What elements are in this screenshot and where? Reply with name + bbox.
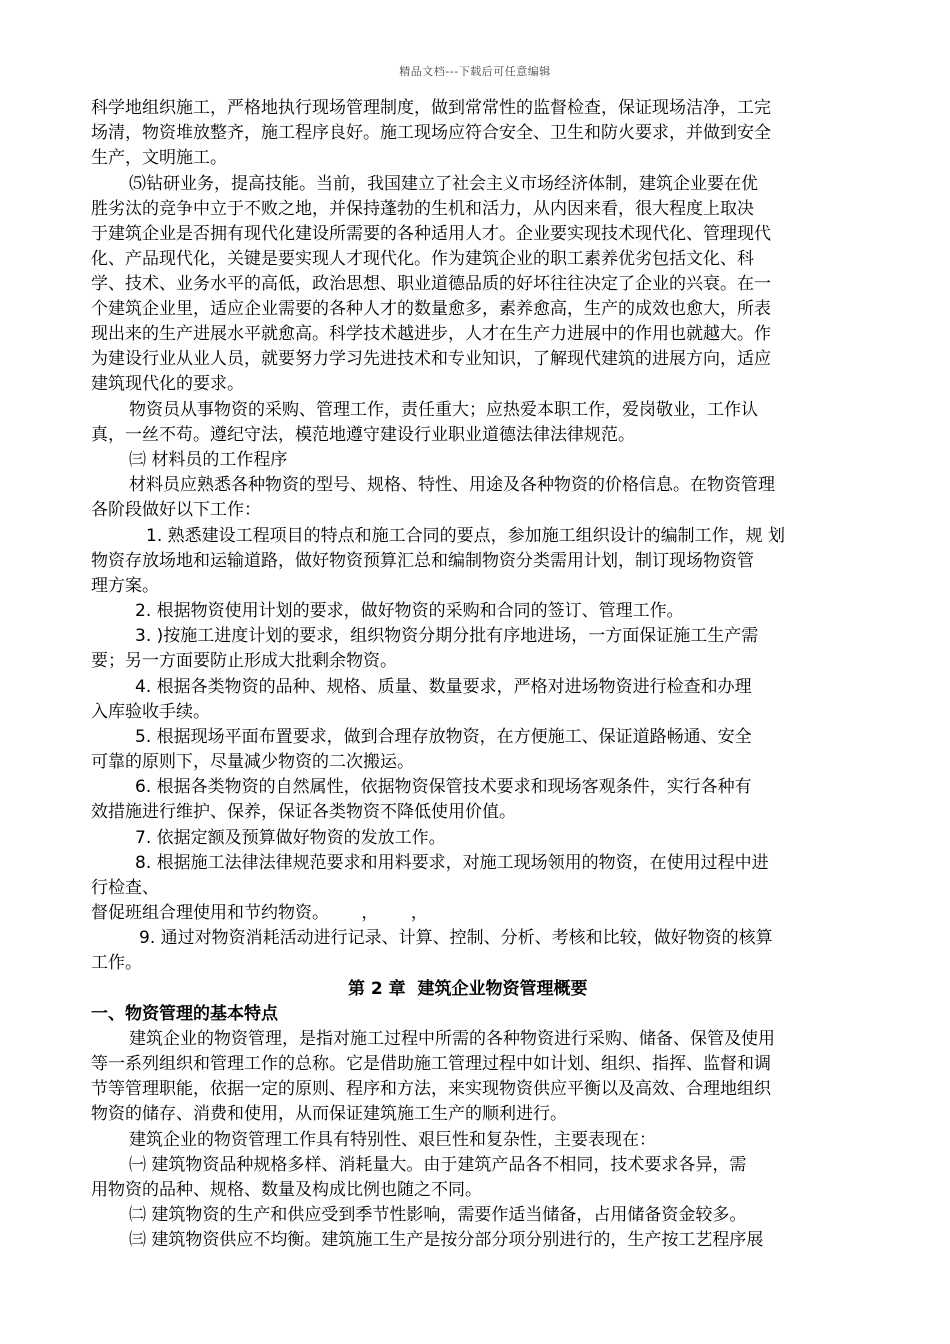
heading-line: 一、物资管理的基本特点 bbox=[91, 1004, 278, 1024]
text-line: 物资员从事物资的采购、管理工作，责任重大；应热爱本职工作，爱岗敬业，工作认 bbox=[129, 400, 758, 420]
text-line: 5. 根据现场平面布置要求，做到合理存放物资，在方便施工、保证道路畅通、安全 bbox=[135, 727, 752, 747]
text-line: 生产，文明施工。 bbox=[91, 148, 227, 168]
text-line: 6. 根据各类物资的自然属性，依据物资保管技术要求和现场客观条件，实行各种有 bbox=[135, 777, 752, 797]
text-line: 可靠的原则下，尽量减少物资的二次搬运。 bbox=[91, 752, 414, 772]
text-line: 8. 根据施工法律法律规范要求和用料要求，对施工现场领用的物资，在使用过程中进 bbox=[135, 853, 769, 873]
text-line: 胜劣汰的竞争中立于不败之地，并保持蓬勃的生机和活力，从内因来看，很大程度上取决 bbox=[91, 199, 754, 219]
text-line: 真，一丝不苟。遵纪守法，模范地遵守建设行业职业道德法律法律规范。 bbox=[91, 425, 635, 445]
text-line: 化、产品现代化，关键是要实现人才现代化。作为建筑企业的职工素养优劣包括文化、科 bbox=[91, 249, 754, 269]
text-line: 学、技术、业务水平的高低，政治思想、职业道德品质的好坏往往决定了企业的兴衰。在一 bbox=[91, 274, 771, 294]
text-line: ㈢ 材料员的工作程序 bbox=[129, 450, 288, 470]
text-line: ㈡ 建筑物资的生产和供应受到季节性影响，需要作适当储备，占用储备资金较多。 bbox=[129, 1205, 747, 1225]
text-line: 7. 依据定额及预算做好物资的发放工作。 bbox=[135, 828, 446, 848]
text-line: 2. 根据物资使用计划的要求，做好物资的采购和合同的签订、管理工作。 bbox=[135, 601, 684, 621]
text-line: 建筑企业的物资管理，是指对施工过程中所需的各种物资进行采购、储备、保管及使用 bbox=[129, 1029, 775, 1049]
text-line: 工作。 bbox=[91, 953, 142, 973]
text-line: 要；另一方面要防止形成大批剩余物资。 bbox=[91, 651, 397, 671]
text-line: 理方案。 bbox=[91, 576, 159, 596]
text-line: 现出来的生产进展水平就愈高。科学技术越进步，人才在生产力进展中的作用也就越大。作 bbox=[91, 324, 771, 344]
text-line: 等一系列组织和管理工作的总称。它是借助施工管理过程中如计划、组织、指挥、监督和调 bbox=[91, 1054, 771, 1074]
text-line: 9. 通过对物资消耗活动进行记录、计算、控制、分析、考核和比较，做好物资的核算 bbox=[139, 928, 773, 948]
text-line: ㈢ 建筑物资供应不均衡。建筑施工生产是按分部分项分别进行的，生产按工艺程序展 bbox=[129, 1230, 764, 1250]
text-line: 用物资的品种、规格、数量及构成比例也随之不同。 bbox=[91, 1180, 482, 1200]
text-line: 行检查、 bbox=[91, 878, 159, 898]
text-line: 场清，物资堆放整齐，施工程序良好。施工现场应符合安全、卫生和防火要求，并做到安全 bbox=[91, 123, 771, 143]
text-line: 为建设行业从业人员，就要努力学习先进技术和专业知识，了解现代建筑的进展方向，适应 bbox=[91, 349, 771, 369]
text-line: 物资的储存、消费和使用，从而保证建筑施工生产的顺利进行。 bbox=[91, 1104, 567, 1124]
text-line: 3. )按施工进度计划的要求，组织物资分期分批有序地进场，一方面保证施工生产需 bbox=[135, 626, 759, 646]
text-line: 效措施进行维护、保养，保证各类物资不降低使用价值。 bbox=[91, 802, 516, 822]
text-line: 材料员应熟悉各种物资的型号、规格、特性、用途及各种物资的价格信息。在物资管理 bbox=[129, 475, 775, 495]
text-line: 建筑企业的物资管理工作具有特别性、艰巨性和复杂性，主要表现在： bbox=[129, 1130, 656, 1150]
heading-line: 第 2 章 建筑企业物资管理概要 bbox=[348, 979, 588, 999]
text-line: 于建筑企业是否拥有现代化建设所需要的各种适用人才。企业要实现技术现代化、管理现代 bbox=[91, 224, 771, 244]
text-line: ⑸钻研业务，提高技能。当前，我国建立了社会主义市场经济体制，建筑企业要在优 bbox=[129, 174, 758, 194]
text-line: 节等管理职能，依据一定的原则、程序和方法，来实现物资供应平衡以及高效、合理地组织 bbox=[91, 1079, 771, 1099]
text-line: ㈠ 建筑物资品种规格多样、消耗量大。由于建筑产品各不相同，技术要求各异，需 bbox=[129, 1155, 747, 1175]
text-line: 入库验收手续。 bbox=[91, 702, 210, 722]
text-line: 个建筑企业里，适应企业需要的各种人才的数量愈多，素养愈高，生产的成效也愈大，所表 bbox=[91, 299, 771, 319]
text-line: 4. 根据各类物资的品种、规格、质量、数量要求，严格对进场物资进行检查和办理 bbox=[135, 677, 752, 697]
text-line: 建筑现代化的要求。 bbox=[91, 374, 244, 394]
text-line: 物资存放场地和运输道路，做好物资预算汇总和编制物资分类需用计划，制订现场物资管 bbox=[91, 551, 754, 571]
text-line: 督促班组合理使用和节约物资。 ， ， bbox=[91, 903, 428, 923]
text-line: 1. 熟悉建设工程项目的特点和施工合同的要点，参加施工组织设计的编制工作，规 划 bbox=[146, 526, 786, 546]
text-line: 科学地组织施工，严格地执行现场管理制度，做到常常性的监督检查，保证现场洁净，工完 bbox=[91, 98, 771, 118]
text-line: 各阶段做好以下工作： bbox=[91, 500, 261, 520]
page-header: 精品文档---下载后可任意编辑 bbox=[399, 65, 551, 78]
